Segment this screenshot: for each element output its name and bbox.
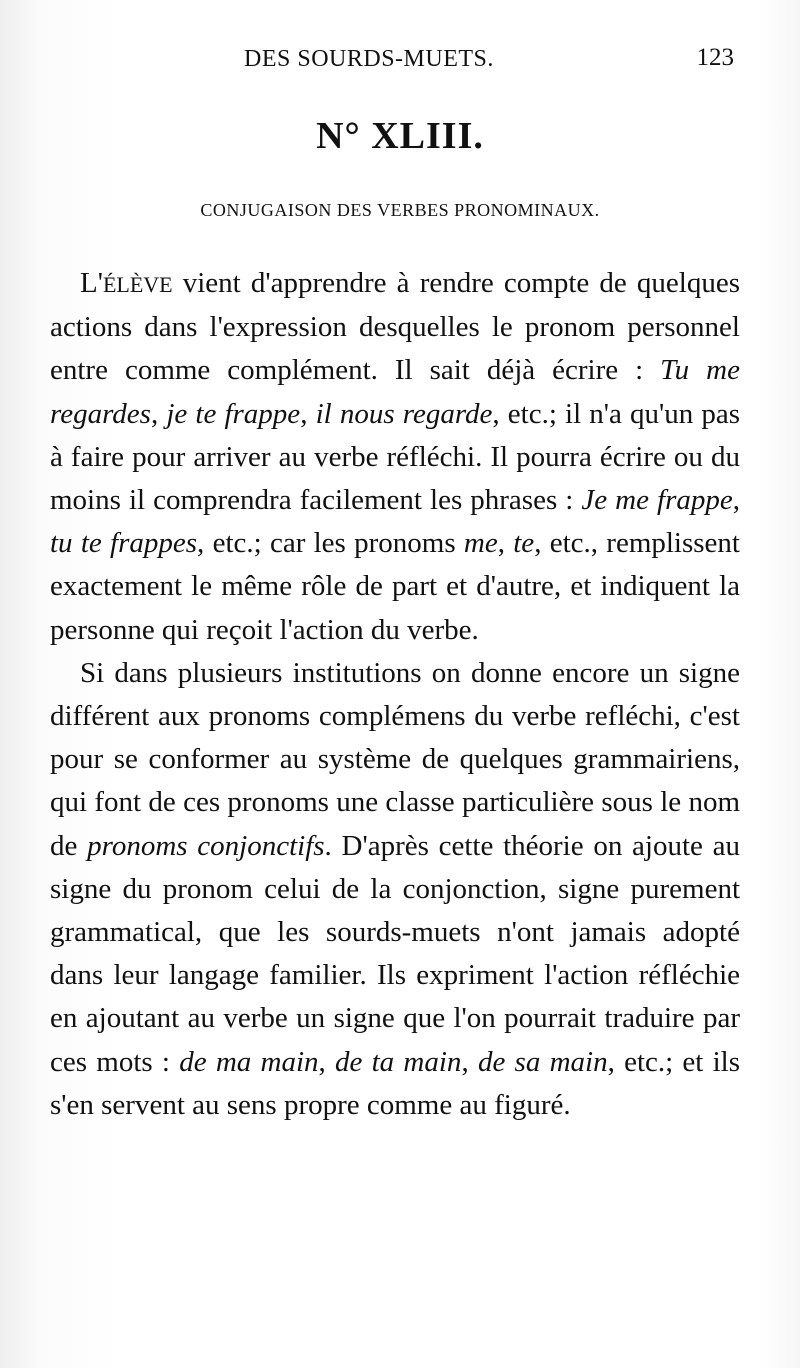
italic-example: de sa main	[477, 1045, 608, 1078]
text-run: vient d'apprendre à rendre compte de quelques actions dans l'expression desquelles le pronom personnel entre comme complément. Il sait déjà écrire :	[50, 267, 740, 387]
section-number: N° XLIII.	[316, 115, 484, 157]
italic-example: me	[463, 527, 498, 560]
italic-example: Je me frappe	[581, 484, 733, 517]
text-run: ,	[732, 484, 740, 517]
italic-example: te	[513, 527, 535, 560]
section-heading: CONJUGAISON DES VERBES PRONOMINAUX.	[200, 200, 600, 220]
text-run: , etc.; et ils s'en servent au sens propre comme au figuré.	[50, 1045, 740, 1121]
text-run: ,	[461, 1045, 478, 1078]
italic-example: il nous regarde	[315, 397, 493, 430]
text-run: , etc.; il n'a qu'un pas à faire pour arriver au verbe réfléchi. Il pourra écrire ou du moins il comprendra facilement les phrases :	[50, 397, 741, 517]
text-run: , etc., remplissent exactement le même rôle de part et d'autre, et indiquent la personne qui reçoit l'action du verbe.	[50, 527, 740, 646]
text-run: , etc.; car les pronoms	[197, 527, 464, 560]
italic-example: Tu me regardes	[50, 354, 740, 430]
italic-example: je te frappe	[166, 397, 301, 430]
page-header	[60, 42, 740, 82]
page-number: 123	[696, 44, 734, 71]
paragraph-2	[50, 652, 740, 1127]
text-run: . D'après cette théorie on ajoute au signe du pronom celui de la conjonction, signe purement grammatical, que les sourds-muets n'ont jamais adopté dans leur langage familier. Ils expriment l'action réfléchie en ajoutant au verbe un signe que l'on pourrait traduire par ces mots :	[50, 829, 741, 1078]
running-title: DES SOURDS-MUETS.	[244, 46, 494, 72]
italic-example: de ta main	[335, 1045, 462, 1078]
text-run: ,	[497, 527, 514, 560]
italic-example: tu te frappes	[50, 527, 198, 560]
paragraph-1	[50, 262, 740, 652]
italic-term: pronoms conjonctifs	[87, 829, 325, 862]
text-run: ,	[150, 397, 167, 430]
drop-word-smallcaps: ÉLÈVE	[102, 272, 173, 297]
italic-example: de ma main	[179, 1045, 319, 1078]
text-run: ,	[318, 1045, 336, 1078]
text-run: Si dans plusieurs institutions on donne encore un signe différent aux pronoms complémens du verbe refléchi, c'est pour se conformer au système de quelques grammairiens, qui font de ces pronoms une classe particulière sous le nom de	[50, 656, 740, 862]
body-text	[50, 262, 740, 1127]
drop-word: L'	[80, 267, 103, 299]
text-run: ,	[300, 397, 316, 430]
